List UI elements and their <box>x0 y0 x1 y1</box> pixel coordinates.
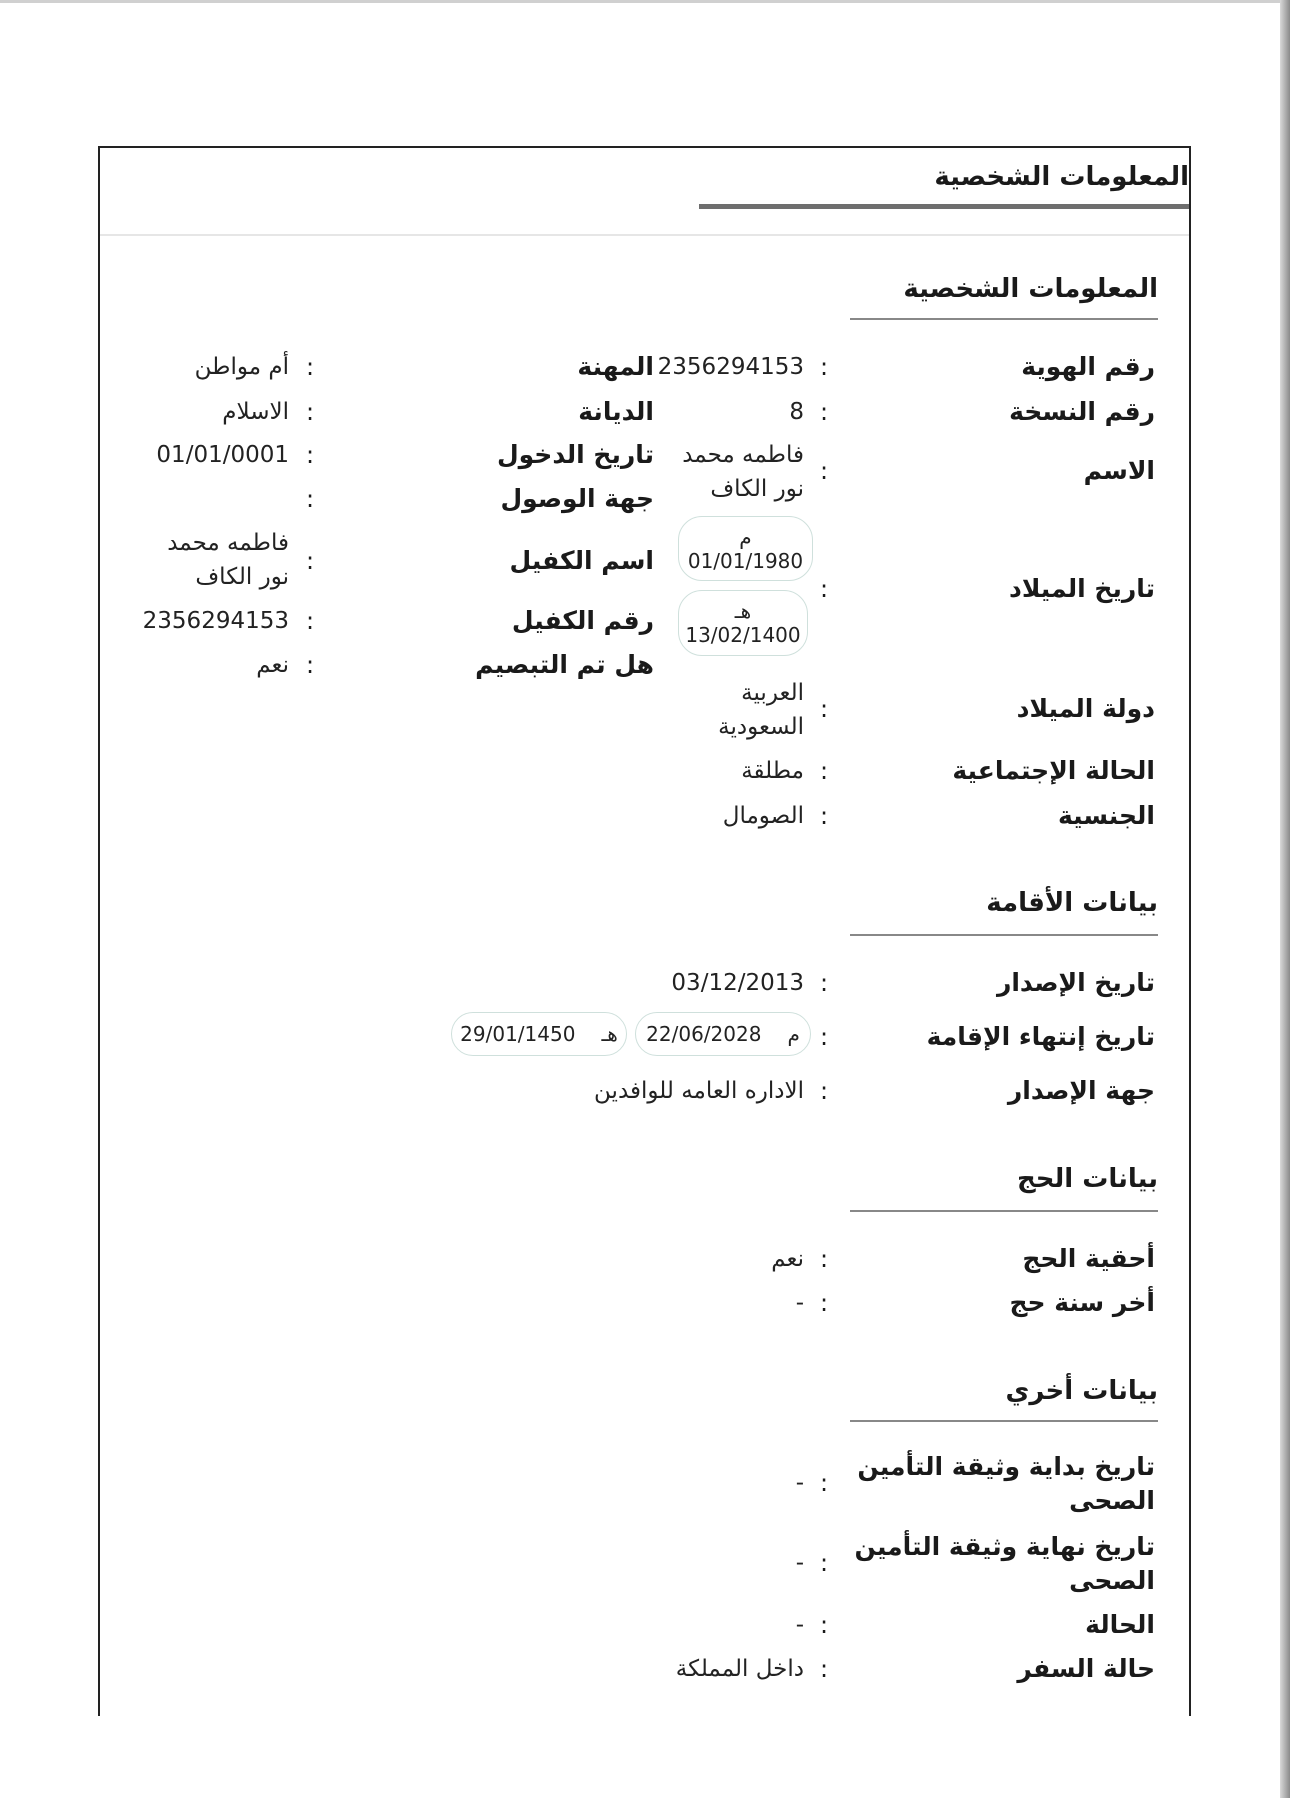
value-version: 8 <box>789 399 804 425</box>
label-hajj-last-year: أخر سنة حج <box>1009 1288 1155 1317</box>
colon: : <box>306 398 315 426</box>
section-line-hajj <box>850 1210 1158 1212</box>
colon: : <box>820 398 829 426</box>
colon: : <box>820 969 829 997</box>
colon: : <box>820 1289 829 1317</box>
label-residence-issue-date: تاريخ الإصدار <box>996 968 1155 997</box>
card-title-underline <box>699 204 1189 209</box>
colon: : <box>306 485 315 513</box>
birth-date-gregorian-value: 01/01/1980 <box>687 549 804 573</box>
gregorian-tag: م <box>739 525 752 549</box>
value-fingerprinted: نعم <box>256 652 289 678</box>
value-occupation: أم مواطن <box>194 354 289 380</box>
colon: : <box>306 353 315 381</box>
birth-date-hijri-value: 13/02/1400 <box>685 623 801 647</box>
label-birth-country: دولة الميلاد <box>1016 694 1155 723</box>
value-nationality: الصومال <box>722 803 804 829</box>
colon: : <box>820 1549 829 1577</box>
section-heading-personal: المعلومات الشخصية <box>903 274 1158 304</box>
label-entry-date: تاريخ الدخول <box>496 440 654 469</box>
label-id-number: رقم الهوية <box>1021 352 1155 381</box>
colon: : <box>820 802 829 830</box>
label-hajj-eligibility: أحقية الحج <box>1022 1244 1155 1273</box>
value-religion: الاسلام <box>222 399 289 425</box>
colon: : <box>820 1611 829 1639</box>
value-hajj-eligibility: نعم <box>771 1246 804 1272</box>
colon: : <box>820 1655 829 1683</box>
colon: : <box>820 1023 829 1051</box>
label-birth-date: تاريخ الميلاد <box>1008 574 1155 603</box>
colon: : <box>306 547 315 575</box>
value-residence-issue-date: 03/12/2013 <box>671 970 804 996</box>
value-travel-status: داخل المملكة <box>675 1656 804 1682</box>
section-line-personal <box>850 318 1158 320</box>
colon: : <box>820 1245 829 1273</box>
colon: : <box>306 441 315 469</box>
colon: : <box>820 757 829 785</box>
label-fingerprinted: هل تم التبصيم <box>475 650 654 679</box>
hijri-tag: هـ <box>601 1022 618 1046</box>
page-edge-top <box>0 0 1280 3</box>
page-edge-right <box>1280 0 1290 1798</box>
colon: : <box>820 695 829 723</box>
label-travel-status: حالة السفر <box>1017 1654 1155 1683</box>
section-line-residence <box>850 934 1158 936</box>
label-religion: الديانة <box>578 397 654 426</box>
gregorian-tag: م <box>787 1022 800 1046</box>
label-marital-status: الحالة الإجتماعية <box>952 756 1155 785</box>
value-sponsor-name-line2: نور الكاف <box>195 564 289 590</box>
birth-date-hijri-pill <box>678 590 808 656</box>
residence-expiry-hijri-value: 29/01/1450 <box>460 1022 576 1046</box>
birth-date-gregorian-pill <box>678 516 813 581</box>
label-status: الحالة <box>1085 1610 1155 1639</box>
colon: : <box>820 353 829 381</box>
value-residence-issuer: الاداره العامه للوافدين <box>594 1078 804 1104</box>
label-version: رقم النسخة <box>1009 397 1155 426</box>
label-sponsor-number: رقم الكفيل <box>511 606 654 635</box>
colon: : <box>306 651 315 679</box>
colon: : <box>306 607 315 635</box>
card-title: المعلومات الشخصية <box>934 162 1189 192</box>
label-insurance-end: تاريخ نهاية وثيقة التأمين الصحى <box>854 1532 1155 1595</box>
value-birth-country-line1: العربية <box>741 680 804 706</box>
value-status: - <box>795 1612 804 1638</box>
value-sponsor-number: 2356294153 <box>142 608 289 634</box>
value-sponsor-name-line1: فاطمه محمد <box>167 530 289 556</box>
residence-expiry-hijri-pill <box>451 1012 627 1056</box>
value-name-line1: فاطمه محمد <box>682 442 804 468</box>
label-name: الاسم <box>1083 456 1155 485</box>
card-divider <box>100 234 1189 236</box>
personal-info-card <box>98 146 1191 1716</box>
value-insurance-start: - <box>795 1470 804 1496</box>
value-name-line2: نور الكاف <box>710 476 804 502</box>
value-marital-status: مطلقة <box>741 758 804 784</box>
label-occupation: المهنة <box>577 352 654 381</box>
section-line-other <box>850 1420 1158 1422</box>
residence-expiry-gregorian-value: 22/06/2028 <box>646 1022 762 1046</box>
label-residence-expiry: تاريخ إنتهاء الإقامة <box>926 1022 1155 1051</box>
section-heading-hajj: بيانات الحج <box>1017 1164 1158 1194</box>
colon: : <box>820 575 829 603</box>
label-arrival-point: جهة الوصول <box>500 484 654 513</box>
colon: : <box>820 1469 829 1497</box>
colon: : <box>820 457 829 485</box>
value-insurance-end: - <box>795 1550 804 1576</box>
label-sponsor-name: اسم الكفيل <box>509 546 654 575</box>
label-nationality: الجنسية <box>1058 801 1155 830</box>
hijri-tag: هـ <box>734 599 752 623</box>
label-residence-issuer: جهة الإصدار <box>1007 1076 1155 1105</box>
label-insurance-start: تاريخ بداية وثيقة التأمين الصحى <box>857 1452 1155 1515</box>
residence-expiry-gregorian-pill <box>635 1012 811 1056</box>
section-heading-other: بيانات أخري <box>1005 1376 1158 1406</box>
value-birth-country-line2: السعودية <box>718 714 804 740</box>
value-id-number: 2356294153 <box>657 354 804 380</box>
value-hajj-last-year: - <box>795 1290 804 1316</box>
value-entry-date: 01/01/0001 <box>156 442 289 468</box>
section-heading-residence: بيانات الأقامة <box>986 888 1158 918</box>
colon: : <box>820 1077 829 1105</box>
